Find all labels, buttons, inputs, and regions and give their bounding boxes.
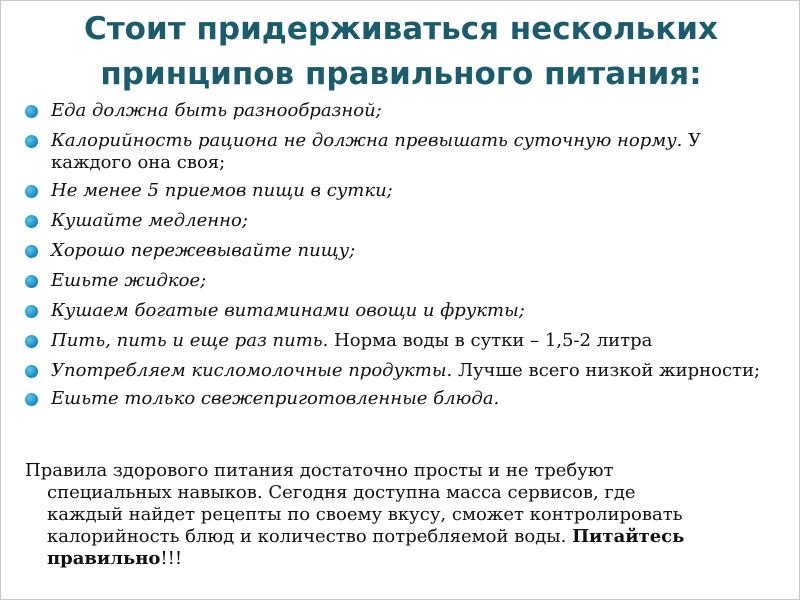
summary-exclaim: !!!	[160, 548, 183, 569]
bullet-italic-text: Калорийность рациона не должна превышать суточную норму.	[51, 130, 683, 151]
bullet-item	[21, 300, 781, 322]
bullet-italic-text: Ешьте только свежеприготовленные блюда.	[51, 388, 500, 409]
summary-line-2: специальных навыков. Сегодня доступна масса сервисов, где	[47, 482, 636, 503]
bullet-dot-icon	[25, 393, 38, 406]
bullet-item	[21, 330, 781, 352]
bullet-normal-text: Лучше всего низкой жирности;	[452, 360, 761, 381]
bullet-dot-icon	[25, 185, 38, 198]
slide-title	[31, 7, 771, 97]
summary-emphasis: Питайтесь	[572, 526, 685, 547]
bullet-dot-icon	[25, 105, 38, 118]
bullet-dot-icon	[25, 215, 38, 228]
summary-line-1: Правила здорового питания достаточно просты и не требуют	[25, 460, 614, 481]
summary-paragraph	[25, 460, 785, 570]
bullet-item	[21, 180, 781, 202]
bullet-italic-text: Хорошо пережевывайте пищу;	[51, 240, 356, 261]
bullet-list	[21, 100, 781, 418]
bullet-normal-text: У каждого она своя;	[51, 130, 702, 173]
summary-line-4-text: калорийность блюд и количество потребляемой воды.	[47, 526, 573, 547]
bullet-dot-icon	[25, 305, 38, 318]
bullet-normal-text: Норма воды в сутки – 1,5-2 литра	[328, 330, 653, 351]
bullet-item	[21, 388, 781, 410]
bullet-dot-icon	[25, 335, 38, 348]
bullet-item	[21, 130, 781, 174]
title-line-1: Стоит придерживаться нескольких	[83, 11, 719, 47]
bullet-item	[21, 210, 781, 232]
bullet-dot-icon	[25, 365, 38, 378]
summary-emphasis-end: правильно	[47, 548, 161, 569]
bullet-italic-text: Кушайте медленно;	[51, 210, 248, 231]
bullet-italic-text: Не менее 5 приемов пищи в сутки;	[51, 180, 393, 201]
summary-line-4	[25, 526, 785, 548]
summary-line-5	[25, 548, 785, 570]
bullet-italic-text: Еда должна быть разнообразной;	[51, 100, 382, 121]
title-line-2: принципов правильного питания:	[100, 56, 702, 92]
bullet-item	[21, 360, 781, 382]
bullet-item	[21, 270, 781, 292]
summary-line-3: каждый найдет рецепты по своему вкусу, сможет контролировать	[47, 504, 683, 525]
bullet-dot-icon	[25, 135, 38, 148]
bullet-italic-text: Употребляем кисломолочные продукты.	[51, 360, 453, 381]
bullet-item	[21, 100, 781, 122]
bullet-italic-text: Пить, пить и еще раз пить.	[51, 330, 329, 351]
bullet-dot-icon	[25, 245, 38, 258]
bullet-item	[21, 240, 781, 262]
bullet-italic-text: Кушаем богатые витаминами овощи и фрукты;	[51, 300, 525, 321]
bullet-dot-icon	[25, 275, 38, 288]
bullet-italic-text: Ешьте жидкое;	[51, 270, 207, 291]
